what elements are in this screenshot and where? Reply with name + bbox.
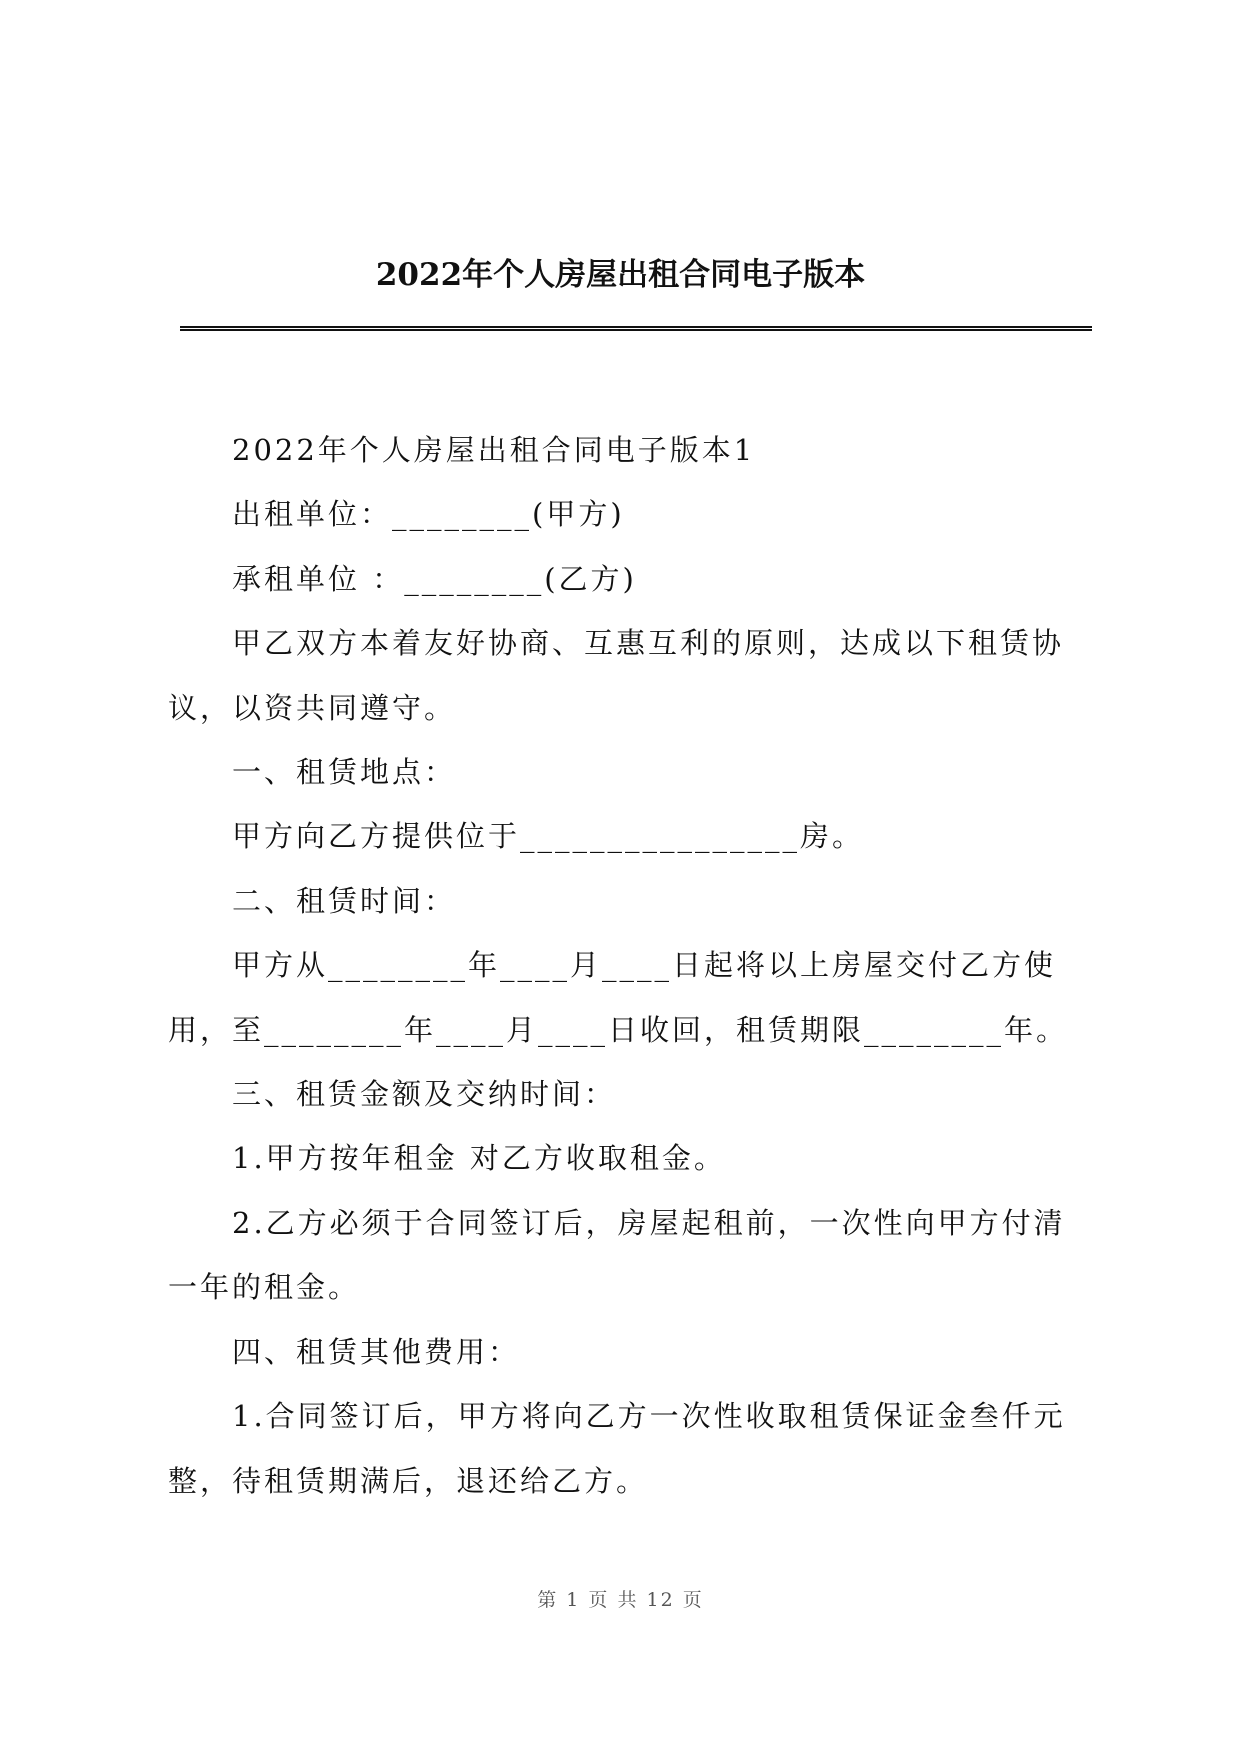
paragraph-other-fees-1: 1.合同签订后，甲方将向乙方一次性收取租赁保证金叁仟元整，待租赁期满后，退还给乙方。 <box>168 1399 1066 1498</box>
section-heading-other-fees: 四、租赁其他费用： <box>232 1334 521 1369</box>
document-title: 2022年个人房屋出租合同电子版本 <box>375 257 866 293</box>
section-heading-location: 一、租赁地点： <box>232 755 457 790</box>
paragraph-contract-heading: 2022年个人房屋出租合同电子版本1 <box>232 433 756 467</box>
title-double-rule <box>180 326 1092 331</box>
section-heading-term: 二、租赁时间： <box>232 883 457 918</box>
paragraph-preamble: 甲乙双方本着友好协商、互惠互利的原则，达成以下租赁协议，以资共同遵守。 <box>168 626 1065 725</box>
contract-body <box>168 418 1092 1513</box>
paragraph-lessor-unit: 出租单位：________(甲方) <box>232 497 625 532</box>
page-number-footer: 第 1 页 共 12 页 <box>537 1589 704 1611</box>
paragraph-rent-1: 1.甲方按年租金 对乙方收取租金。 <box>232 1141 726 1176</box>
paragraph-term: 甲方从________年____月____日起将以上房屋交付乙方使用，至________年____月____日收回，租赁期限________年。 <box>168 948 1069 1047</box>
paragraph-location: 甲方向乙方提供位于________________房。 <box>232 819 865 854</box>
paragraph-lessee-unit: 承租单位 ：________(乙方) <box>232 561 637 596</box>
section-heading-rent: 三、租赁金额及交纳时间： <box>232 1077 617 1112</box>
paragraph-rent-2: 2.乙方必须于合同签订后，房屋起租前，一次性向甲方付清一年的租金。 <box>168 1205 1066 1305</box>
